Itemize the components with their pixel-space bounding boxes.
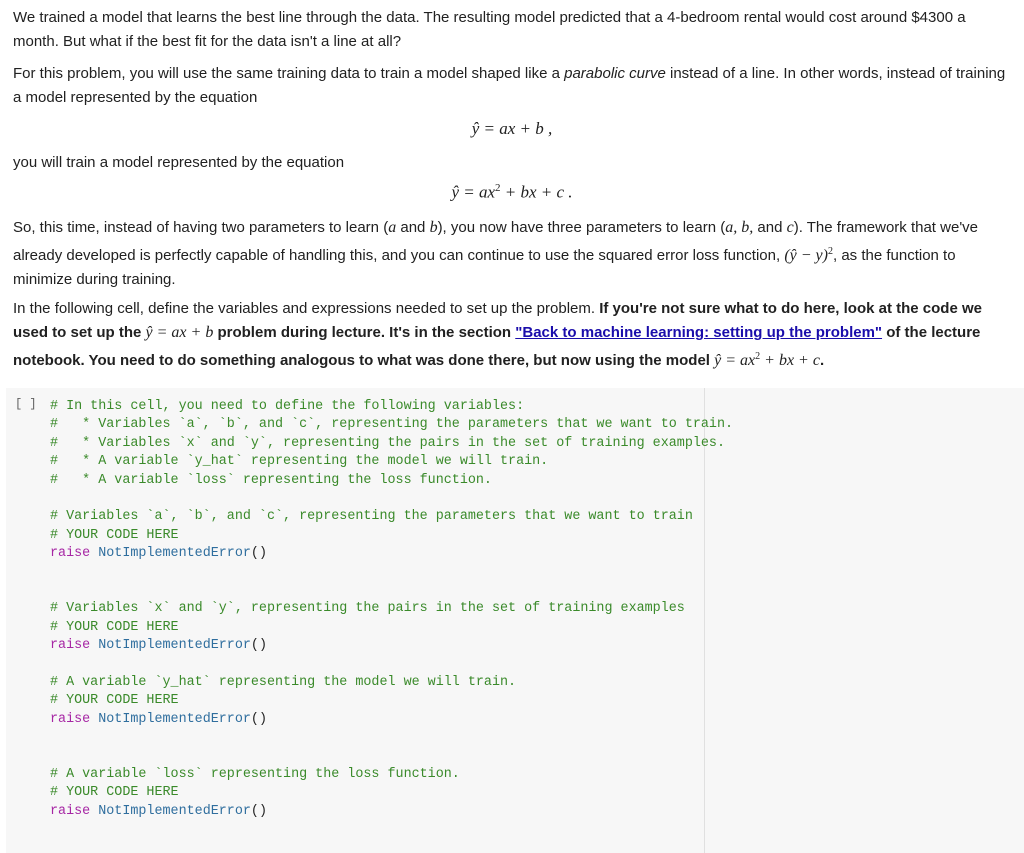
code-line[interactable]: # YOUR CODE HERE	[50, 619, 179, 635]
code-line[interactable]: raise NotImplementedError()	[50, 638, 267, 654]
quadratic-equation: ŷ = $ax^2$ + bx + c .	[451, 182, 573, 202]
code-cell[interactable]	[6, 388, 1024, 853]
code-line[interactable]: # YOUR CODE HERE	[50, 693, 179, 709]
code-line[interactable]: # * A variable `y_hat` representing the model we will train.	[50, 454, 549, 470]
problem-paragraph: For this problem, you will use the same training data to train a model shaped like a parabolic curve instead of a line. In other words, instead of training a model represented by the equation	[13, 65, 1006, 106]
intro-paragraph: We trained a model that learns the best line through the data. The resulting model predicted that a 4-bedroom rental would cost around $4300 a month. But what if the best fit for the data isn't a line at all?	[13, 9, 966, 50]
code-line[interactable]: raise NotImplementedError()	[50, 546, 267, 562]
code-line[interactable]: # A variable `loss` representing the loss function.	[50, 766, 460, 782]
code-line[interactable]	[50, 490, 733, 508]
code-line[interactable]	[50, 655, 733, 673]
code-line[interactable]: # In this cell, you need to define the following variables:	[50, 399, 525, 414]
code-line[interactable]	[50, 564, 733, 582]
code-line[interactable]: raise NotImplementedError()	[50, 803, 267, 819]
lecture-section-link[interactable]: "Back to machine learning: setting up the problem"	[515, 324, 883, 341]
code-line[interactable]: # YOUR CODE HERE	[50, 527, 179, 543]
cell-prompt: [ ]	[15, 397, 37, 411]
code-line[interactable]: # * A variable `loss` representing the loss function.	[50, 472, 492, 488]
code-line[interactable]: # A variable `y_hat` representing the model we will train.	[50, 674, 517, 690]
linear-equation: ŷ = ax + b ,	[471, 119, 553, 138]
code-line[interactable]: raise NotImplementedError()	[50, 711, 267, 727]
parameters-paragraph: So, this time, instead of having two parameters to learn (a and b), you now have three parameters to learn (a, b, and c). The framework that we've already developed is perfectly capable of handling this, and you can continue to use the squared error loss function, (ŷ − y)$^2$, as the function to minimize during training.	[13, 219, 979, 288]
train-paragraph: you will train a model represented by the equation	[13, 154, 345, 171]
code-line[interactable]	[50, 747, 733, 765]
code-line[interactable]: # * Variables `x` and `y`, representing the pairs in the set of training examples.	[50, 435, 725, 451]
code-line[interactable]: # Variables `a`, `b`, and `c`, representing the parameters that we want to train	[50, 509, 693, 525]
code-line[interactable]: # * Variables `a`, `b`, and `c`, representing the parameters that we want to train.	[50, 417, 734, 433]
code-line[interactable]	[50, 582, 733, 600]
code-line[interactable]: # YOUR CODE HERE	[50, 785, 179, 801]
code-editor[interactable]	[50, 398, 733, 821]
code-line[interactable]	[50, 729, 733, 747]
instructions-paragraph: In the following cell, define the variables and expressions needed to set up the problem. If you're not sure what to do here, look at the code we used to set up the ŷ = ax + b problem during lecture. It's in the section "Back to machine learning: setting up the problem" of the lecture notebook. You need to do something analogous to what was done there, but now using the model ŷ = $ax^2$ + bx + c.	[13, 300, 982, 369]
code-line[interactable]: # Variables `x` and `y`, representing the pairs in the set of training examples	[50, 601, 685, 617]
